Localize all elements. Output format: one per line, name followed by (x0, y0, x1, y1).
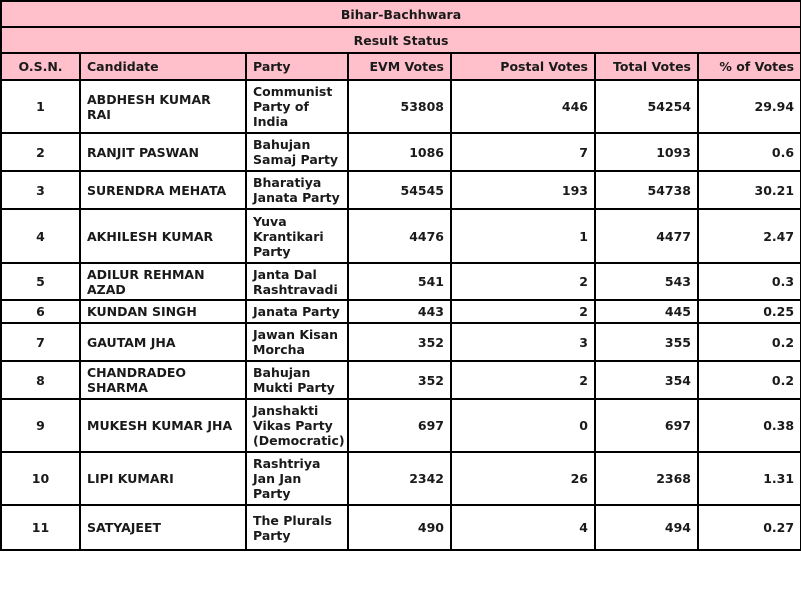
table-row (1, 133, 801, 171)
cell-party: Bahujan Mukti Party (246, 361, 348, 399)
cell-party: Rashtriya Jan Jan Party (246, 452, 348, 505)
table-row (1, 209, 801, 263)
table-row (1, 505, 801, 550)
column-header-total-votes: Total Votes (595, 53, 698, 80)
cell-party: Communist Party of India (246, 80, 348, 133)
cell-total-votes: 697 (595, 399, 698, 452)
cell-total-votes: 543 (595, 263, 698, 300)
cell-postal-votes: 446 (451, 80, 595, 133)
cell-candidate: LIPI KUMARI (80, 452, 246, 505)
table-row (1, 361, 801, 399)
cell-percent-votes: 0.3 (698, 263, 801, 300)
cell-osn: 4 (1, 209, 80, 263)
cell-total-votes: 355 (595, 323, 698, 361)
cell-evm-votes: 352 (348, 323, 451, 361)
cell-percent-votes: 0.25 (698, 300, 801, 323)
cell-postal-votes: 2 (451, 300, 595, 323)
cell-percent-votes: 1.31 (698, 452, 801, 505)
column-header-candidate: Candidate (80, 53, 246, 80)
cell-osn: 2 (1, 133, 80, 171)
cell-total-votes: 2368 (595, 452, 698, 505)
cell-candidate: GAUTAM JHA (80, 323, 246, 361)
cell-candidate: CHANDRADEO SHARMA (80, 361, 246, 399)
cell-postal-votes: 1 (451, 209, 595, 263)
cell-percent-votes: 0.2 (698, 323, 801, 361)
cell-osn: 5 (1, 263, 80, 300)
cell-candidate: SATYAJEET (80, 505, 246, 550)
cell-postal-votes: 2 (451, 361, 595, 399)
cell-party: Bahujan Samaj Party (246, 133, 348, 171)
column-header-osn: O.S.N. (1, 53, 80, 80)
column-header-row (1, 53, 801, 80)
cell-total-votes: 354 (595, 361, 698, 399)
column-header-postal-votes: Postal Votes (451, 53, 595, 80)
cell-candidate: KUNDAN SINGH (80, 300, 246, 323)
cell-percent-votes: 0.2 (698, 361, 801, 399)
cell-total-votes: 494 (595, 505, 698, 550)
table-row (1, 80, 801, 133)
table-row (1, 171, 801, 209)
cell-evm-votes: 1086 (348, 133, 451, 171)
table-row (1, 323, 801, 361)
cell-candidate: AKHILESH KUMAR (80, 209, 246, 263)
cell-percent-votes: 0.38 (698, 399, 801, 452)
cell-party: Jawan Kisan Morcha (246, 323, 348, 361)
cell-party: Janata Party (246, 300, 348, 323)
cell-evm-votes: 352 (348, 361, 451, 399)
cell-candidate: RANJIT PASWAN (80, 133, 246, 171)
cell-evm-votes: 541 (348, 263, 451, 300)
constituency-title: Bihar-Bachhwara (1, 1, 801, 27)
cell-party: Yuva Krantikari Party (246, 209, 348, 263)
table-row (1, 263, 801, 300)
cell-osn: 8 (1, 361, 80, 399)
cell-evm-votes: 4476 (348, 209, 451, 263)
cell-evm-votes: 490 (348, 505, 451, 550)
column-header-evm-votes: EVM Votes (348, 53, 451, 80)
cell-postal-votes: 3 (451, 323, 595, 361)
cell-percent-votes: 2.47 (698, 209, 801, 263)
cell-total-votes: 54254 (595, 80, 698, 133)
table-row (1, 300, 801, 323)
cell-postal-votes: 26 (451, 452, 595, 505)
cell-postal-votes: 2 (451, 263, 595, 300)
cell-party: Janshakti Vikas Party (Democratic) (246, 399, 348, 452)
cell-osn: 7 (1, 323, 80, 361)
column-header-party: Party (246, 53, 348, 80)
cell-total-votes: 54738 (595, 171, 698, 209)
cell-party: Bharatiya Janata Party (246, 171, 348, 209)
cell-osn: 3 (1, 171, 80, 209)
cell-candidate: MUKESH KUMAR JHA (80, 399, 246, 452)
cell-percent-votes: 30.21 (698, 171, 801, 209)
cell-osn: 9 (1, 399, 80, 452)
cell-postal-votes: 7 (451, 133, 595, 171)
cell-total-votes: 445 (595, 300, 698, 323)
cell-evm-votes: 2342 (348, 452, 451, 505)
cell-candidate: SURENDRA MEHATA (80, 171, 246, 209)
column-header-percent-votes: % of Votes (698, 53, 801, 80)
cell-evm-votes: 53808 (348, 80, 451, 133)
cell-osn: 6 (1, 300, 80, 323)
cell-osn: 11 (1, 505, 80, 550)
table-row (1, 452, 801, 505)
result-status-heading: Result Status (1, 27, 801, 53)
cell-percent-votes: 0.6 (698, 133, 801, 171)
cell-percent-votes: 0.27 (698, 505, 801, 550)
cell-party: The Plurals Party (246, 505, 348, 550)
cell-evm-votes: 443 (348, 300, 451, 323)
cell-postal-votes: 4 (451, 505, 595, 550)
cell-osn: 10 (1, 452, 80, 505)
cell-percent-votes: 29.94 (698, 80, 801, 133)
cell-osn: 1 (1, 80, 80, 133)
cell-candidate: ABDHESH KUMAR RAI (80, 80, 246, 133)
cell-postal-votes: 193 (451, 171, 595, 209)
cell-evm-votes: 697 (348, 399, 451, 452)
cell-total-votes: 1093 (595, 133, 698, 171)
cell-candidate: ADILUR REHMAN AZAD (80, 263, 246, 300)
results-body (1, 80, 801, 550)
table-row (1, 399, 801, 452)
cell-evm-votes: 54545 (348, 171, 451, 209)
cell-postal-votes: 0 (451, 399, 595, 452)
cell-party: Janta Dal Rashtravadi (246, 263, 348, 300)
cell-total-votes: 4477 (595, 209, 698, 263)
